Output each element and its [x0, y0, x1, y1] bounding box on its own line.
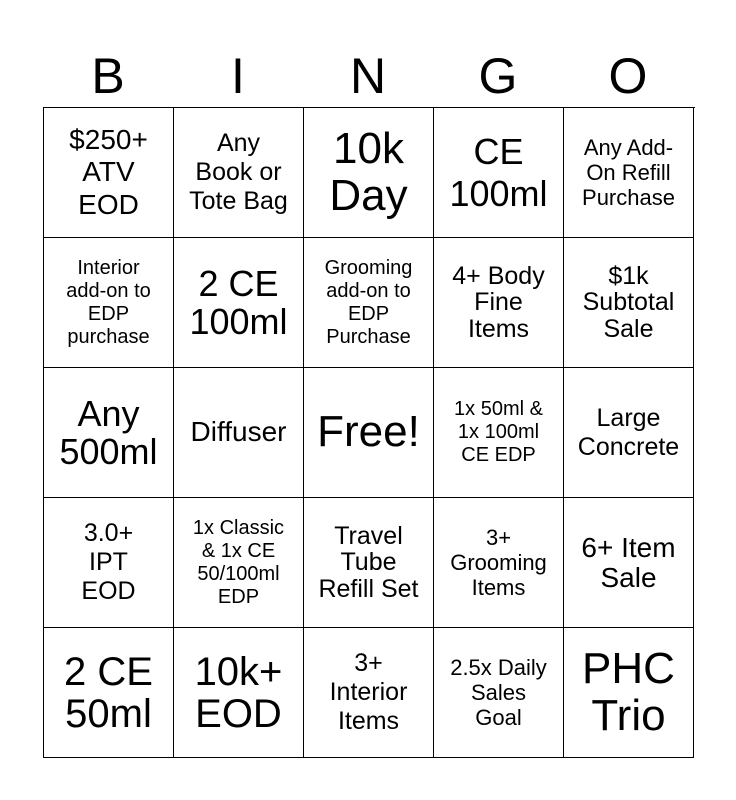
cell-text: $250+ ATV EOD	[69, 124, 148, 220]
cell-text: 1x 50ml & 1x 100ml CE EDP	[454, 398, 543, 466]
header-letter-i: I	[231, 48, 245, 104]
bingo-cell[interactable]	[174, 238, 304, 368]
bingo-cell free-space[interactable]	[304, 368, 434, 498]
cell-text: 3+ Grooming Items	[450, 524, 547, 601]
cell-text: Any Book or Tote Bag	[189, 129, 288, 215]
cell-text: 10k+ EOD	[194, 649, 283, 736]
cell-text: $1k Subtotal Sale	[582, 262, 675, 343]
bingo-cell[interactable]	[174, 108, 304, 238]
cell-text: Any Add- On Refill Purchase	[582, 134, 675, 211]
bingo-cell[interactable]	[564, 628, 694, 758]
cell-text: 2 CE 50ml	[64, 649, 153, 736]
cell-text: Large Concrete	[577, 403, 680, 461]
cell-text: PHC Trio	[582, 644, 675, 740]
bingo-cell[interactable]	[304, 628, 434, 758]
bingo-cell[interactable]	[44, 498, 174, 628]
bingo-cell[interactable]	[434, 368, 564, 498]
bingo-cell[interactable]	[564, 108, 694, 238]
cell-text: 2.5x Daily Sales Goal	[450, 654, 547, 731]
cell-text: 10k Day	[329, 124, 408, 220]
bingo-cell[interactable]	[564, 498, 694, 628]
bingo-cell[interactable]	[44, 108, 174, 238]
bingo-cell[interactable]	[304, 238, 434, 368]
cell-text: Any 500ml	[59, 392, 158, 472]
bingo-cell[interactable]	[304, 108, 434, 238]
cell-text: 1x Classic & 1x CE 50/100ml EDP	[192, 516, 285, 608]
header-letter-n: N	[349, 48, 387, 104]
bingo-cell[interactable]	[434, 498, 564, 628]
bingo-cell[interactable]	[44, 368, 174, 498]
cell-text: Travel Tube Refill Set	[318, 522, 419, 603]
cell-text: Interior add-on to EDP purchase	[66, 256, 151, 348]
header-letter-o: O	[608, 48, 648, 104]
bingo-cell[interactable]	[564, 238, 694, 368]
cell-text: Grooming add-on to EDP Purchase	[324, 256, 413, 348]
bingo-cell[interactable]	[174, 628, 304, 758]
cell-text: 3.0+ IPT EOD	[81, 519, 136, 605]
cell-text: CE 100ml	[449, 131, 548, 214]
bingo-cell[interactable]	[564, 368, 694, 498]
cell-text: 2 CE 100ml	[189, 262, 288, 342]
bingo-cell[interactable]	[174, 368, 304, 498]
bingo-cell[interactable]	[304, 498, 434, 628]
bingo-cell[interactable]	[44, 238, 174, 368]
bingo-cell[interactable]	[434, 108, 564, 238]
cell-text: Free!	[317, 407, 420, 457]
bingo-cell[interactable]	[434, 238, 564, 368]
cell-text: Diffuser	[190, 416, 287, 448]
bingo-header	[43, 46, 693, 106]
bingo-cell[interactable]	[174, 498, 304, 628]
cell-text: 4+ Body Fine Items	[452, 262, 545, 343]
cell-text: 6+ Item Sale	[581, 532, 676, 593]
bingo-board	[43, 107, 695, 758]
cell-text: 3+ Interior Items	[329, 649, 408, 735]
header-letter-b: B	[91, 48, 125, 104]
bingo-cell[interactable]	[434, 628, 564, 758]
bingo-cell[interactable]	[44, 628, 174, 758]
header-letter-g: G	[478, 48, 518, 104]
